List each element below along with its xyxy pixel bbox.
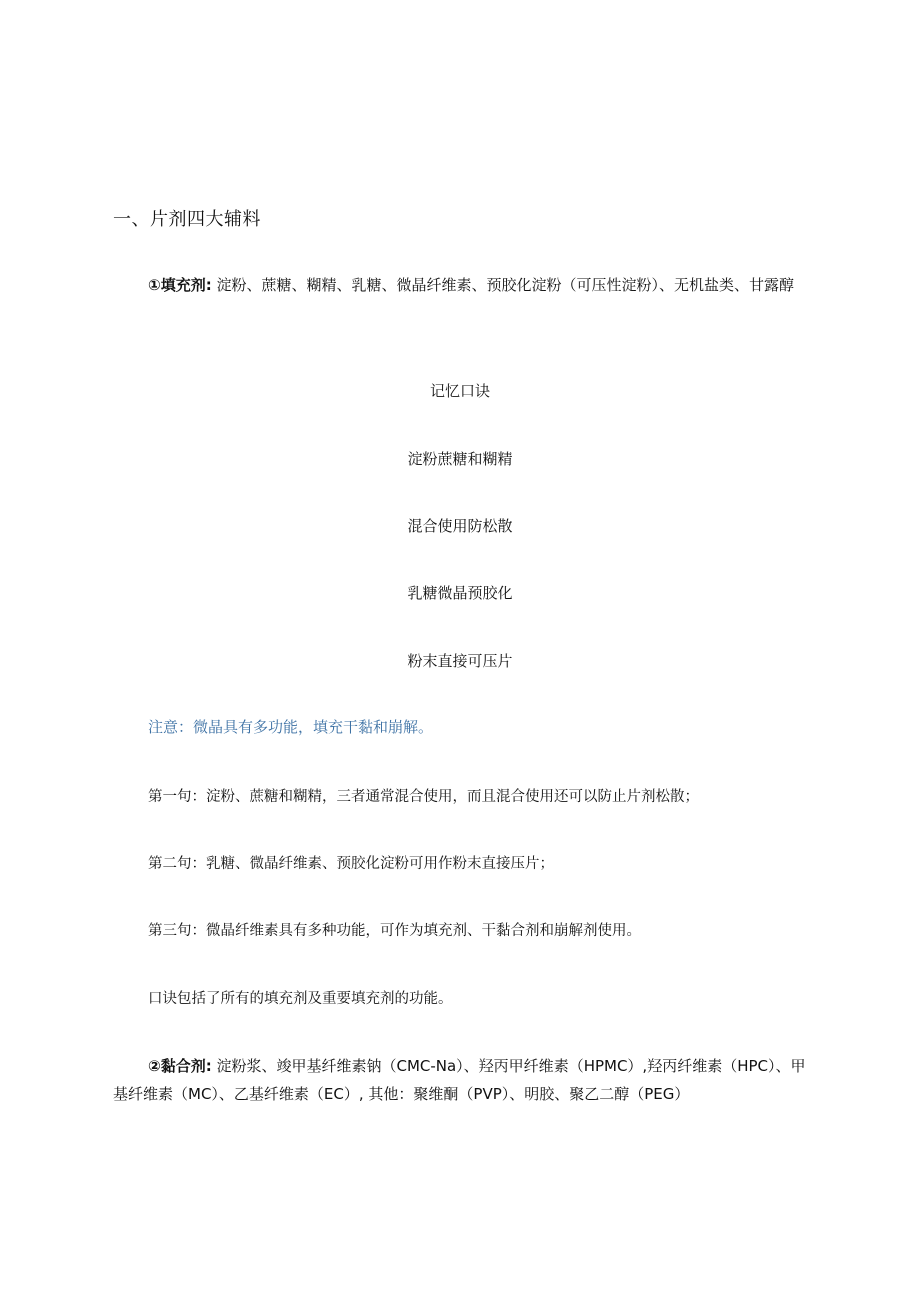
explanation-line-2: 第二句：乳糖、微晶纤维素、预胶化淀粉可用作粉末直接压片；	[148, 856, 554, 872]
explanation-line-3: 第三句：微晶纤维素具有多种功能，可作为填充剂、干黏合剂和崩解剂使用。	[148, 923, 641, 939]
filler-paragraph	[113, 268, 813, 302]
explanation-line-1: 第一句：淀粉、蔗糖和糊精，三者通常混合使用，而且混合使用还可以防止片剂松散；	[148, 789, 699, 805]
filler-label: ①填充剂:	[148, 276, 212, 294]
mnemonic-line-3: 乳糖微晶预胶化	[407, 584, 513, 602]
explanation-summary: 口诀包括了所有的填充剂及重要填充剂的功能。	[148, 991, 453, 1007]
binder-text: 淀粉浆、竣甲基纤维素钠（CMC-Na）、羟丙甲纤维素（HPMC）,羟丙纤维素（HPC）、甲基纤维素（MC）、乙基纤维素（EC）, 其他：聚维酮（PVP）、明胶、聚乙二醇（PEG）	[113, 1057, 806, 1103]
binder-paragraph	[113, 1052, 813, 1108]
filler-text: 淀粉、蔗糖、糊精、乳糖、微晶纤维素、预胶化淀粉（可压性淀粉）、无机盐类、甘露醇	[211, 276, 794, 294]
mnemonic-title: 记忆口诀	[429, 382, 490, 400]
section-heading: 一、片剂四大辅料	[113, 209, 261, 230]
mnemonic-line-1: 淀粉蔗糖和糊精	[407, 450, 513, 468]
mnemonic-line-4: 粉末直接可压片	[407, 652, 513, 670]
note-text: 注意：微晶具有多功能，填充干黏和崩解。	[148, 718, 434, 736]
mnemonic-line-2: 混合使用防松散	[407, 517, 513, 535]
binder-label: ②黏合剂:	[148, 1057, 212, 1075]
